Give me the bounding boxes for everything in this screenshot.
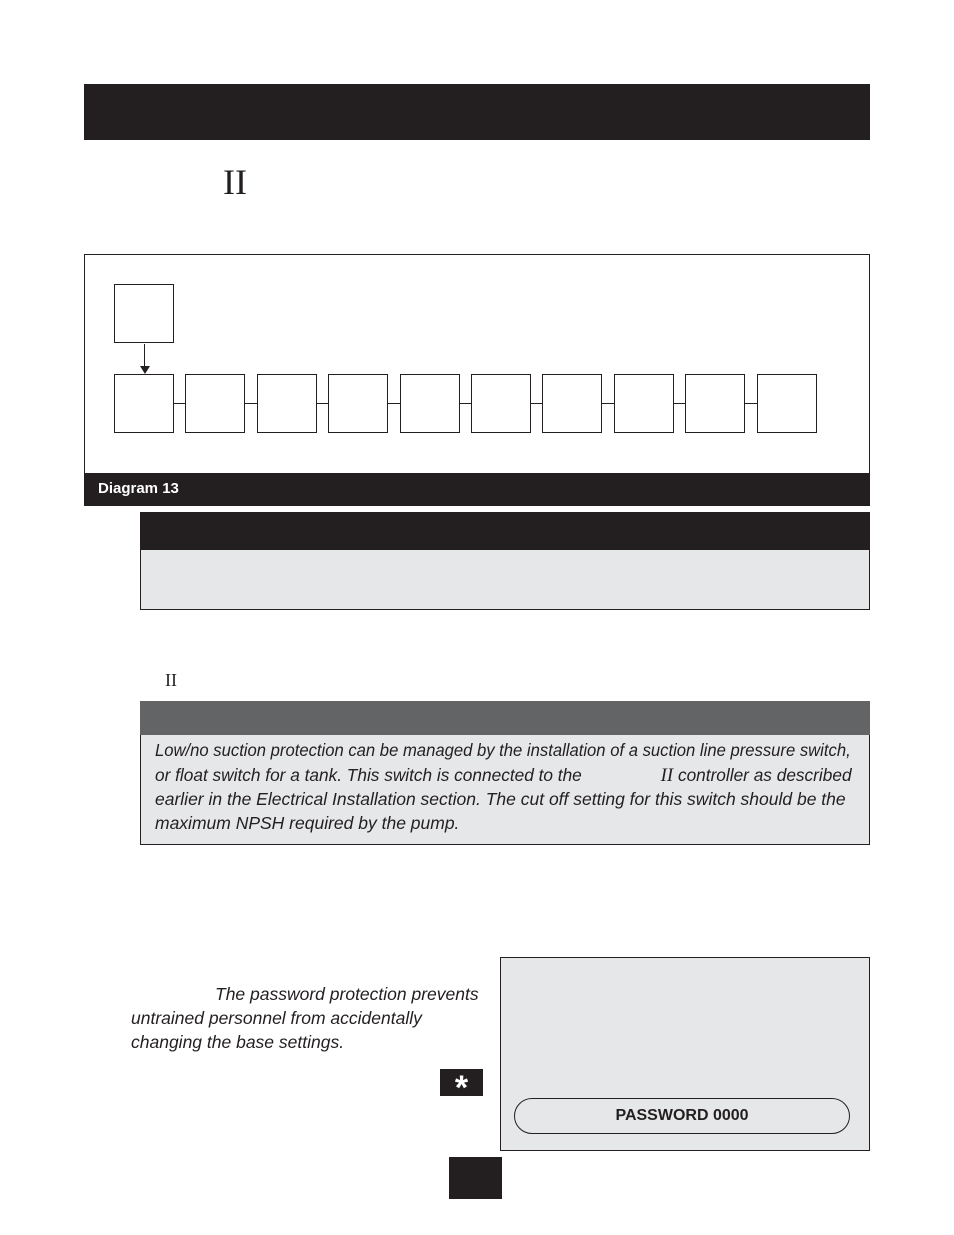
section-header-bar [140,512,870,550]
diagram-connector [602,403,614,404]
diagram-connector [531,403,542,404]
diagram-connector [388,403,400,404]
password-text-line-3: changing the base settings. [131,1032,345,1052]
diagram-connector [174,403,185,404]
star-key-icon: * [440,1069,483,1096]
product-roman-numeral: II [223,162,247,202]
diagram-connector [745,403,757,404]
diagram-connector [317,403,328,404]
diagram-connector [460,403,471,404]
diagram-row-box [614,374,674,433]
diagram-connector [674,403,685,404]
diagram-row-box [257,374,317,433]
diagram-row-box [542,374,602,433]
note-header-bar [140,701,870,735]
diagram-row-box [400,374,460,433]
diagram-top-box [114,284,174,343]
password-text-line-2: untrained personnel from accidentally [131,1008,422,1028]
diagram-row-box [471,374,531,433]
diagram-frame [84,254,870,506]
section-roman-numeral: II [165,670,177,690]
note-line-2-start: or float switch for a tank. This switch is connected to the [155,765,582,785]
password-display-field: PASSWORD 0000 [514,1098,850,1134]
diagram-connector [245,403,257,404]
note-line-2 [155,763,852,788]
diagram-row-box [328,374,388,433]
diagram-row-box [185,374,245,433]
page-number-tab [449,1157,502,1199]
note-roman-numeral: II [660,765,674,786]
section-body-panel [140,550,870,610]
note-line-4: maximum NPSH required by the pump. [155,813,460,833]
diagram-row-box [757,374,817,433]
diagram-row-box [685,374,745,433]
password-text-line-1: The password protection prevents [215,984,479,1004]
diagram-arrow-line [144,344,145,368]
header-bar [84,84,870,140]
note-line-1: Low/no suction protection can be managed by the installation of a suction line pressure switch, [155,740,851,760]
note-line-3: earlier in the Electrical Installation section. The cut off setting for this switch should be the [155,789,846,809]
diagram-row-box [114,374,174,433]
diagram-arrow-head [140,366,150,374]
diagram-label: Diagram 13 [98,480,179,497]
note-line-2-end: controller as described [677,765,852,785]
diagram-footer [84,473,870,506]
